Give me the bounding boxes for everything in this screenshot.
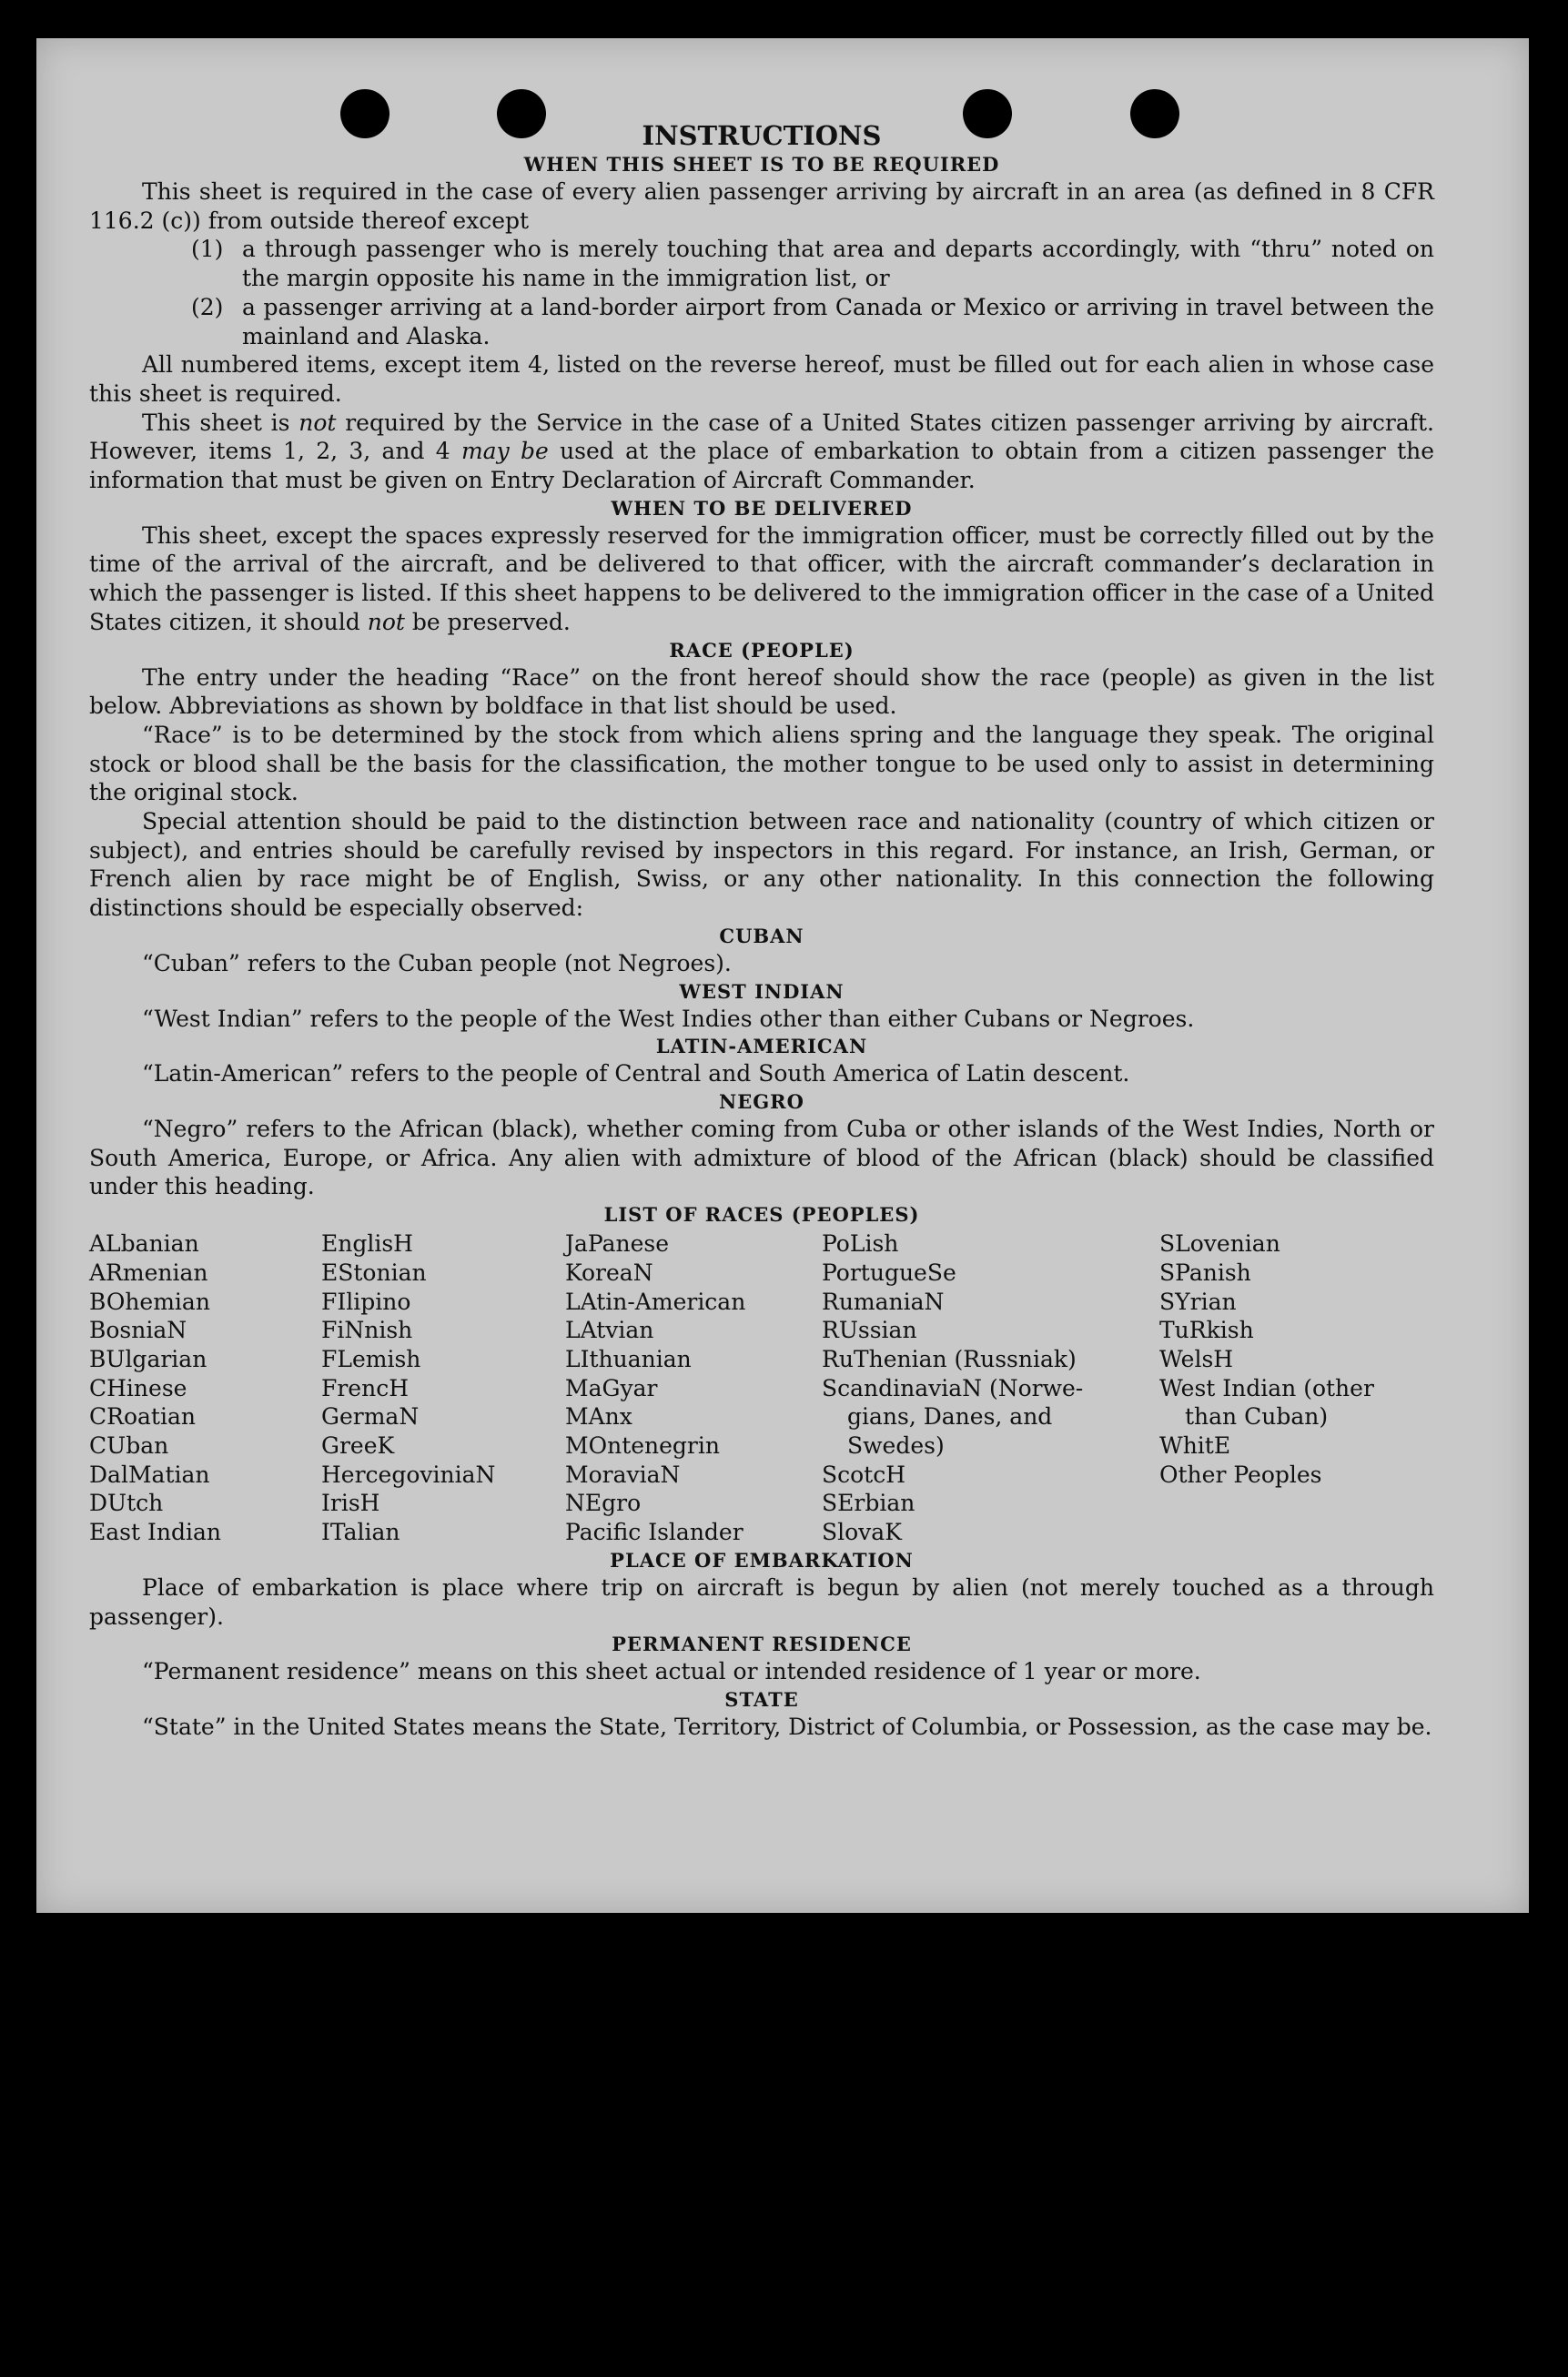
race-entry: PoLish	[822, 1230, 899, 1258]
heading-race: RACE (PEOPLE)	[669, 638, 855, 662]
race-entry: WhitE	[1159, 1432, 1231, 1460]
exception-item-1	[191, 235, 1434, 292]
required-paragraph-3: This sheet is not required by the Service in the case of a United States citizen passenger arriving by aircraft. However, items 1, 2, 3, and 4 may be used at the place of embarkation to obtain from a citizen passenger the information that must be given on Entry Declaration of Aircraft Commander.	[89, 409, 1435, 494]
race-entry: BOhemian	[89, 1288, 210, 1315]
race-entry: ARmenian	[89, 1259, 208, 1286]
race-entry: RUssian	[822, 1317, 917, 1344]
heading-cuban: CUBAN	[719, 924, 804, 947]
race-entry: BosniaN	[89, 1317, 187, 1344]
exception-number: (2)	[191, 293, 224, 320]
race-entry: EnglisH	[321, 1230, 413, 1258]
race-entry: CHinese	[89, 1374, 187, 1401]
race-entry: FrencH	[321, 1374, 409, 1401]
required-paragraph-1: This sheet is required in the case of every alien passenger arriving by aircraft in an area (as defined in 8 CFR 116.2 (c)) from outside thereof except	[89, 178, 1434, 234]
races-column-3	[565, 1229, 822, 1547]
race-entry: JaPanese	[565, 1230, 670, 1258]
race-entry: WelsH	[1159, 1345, 1234, 1372]
race-entry: RumaniaN	[822, 1288, 945, 1315]
race-entry: gians, Danes, and	[847, 1403, 1053, 1431]
race-entry: CUban	[89, 1432, 169, 1460]
page-title: INSTRUCTIONS	[642, 120, 882, 151]
delivered-paragraph: This sheet, except the spaces expressly reserved for the immigration officer, must be correctly filled out by the time of the arrival of the aircraft, and be delivered to that officer, with the aircraft commander’s declaration in which the passenger is listed. If this sheet happens to be delivered to the immigration officer in the case of a United States citizen, it should not be preserved.	[89, 521, 1434, 635]
race-entry: Pacific Islander	[565, 1519, 744, 1546]
required-paragraph-2: All numbered items, except item 4, listed on the reverse hereof, must be filled out for each alien in whose case this sheet is required.	[89, 351, 1434, 407]
race-entry: MOntenegrin	[565, 1432, 720, 1460]
race-entry: LIthuanian	[565, 1345, 692, 1372]
race-entry: RuThenian (Russniak)	[822, 1345, 1077, 1372]
race-paragraph-2: “Race” is to be determined by the stock from which aliens spring and the language they speak. The original stock or blood shall be the basis for the classification, the mother tongue to be used only to assist in determining the original stock.	[89, 721, 1434, 806]
race-entry: Other Peoples	[1159, 1461, 1322, 1488]
heading-permanent-residence: PERMANENT RESIDENCE	[612, 1633, 912, 1656]
race-entry: CRoatian	[89, 1403, 196, 1431]
race-entry: West Indian (other	[1159, 1374, 1374, 1401]
exception-number: (1)	[191, 236, 224, 263]
race-entry: SYrian	[1159, 1288, 1237, 1315]
race-entry: BUlgarian	[89, 1345, 207, 1372]
residence-text: “Permanent residence” means on this sheet actual or intended residence of 1 year or more.	[142, 1658, 1201, 1685]
heading-when-required: WHEN THIS SHEET IS TO BE REQUIRED	[523, 153, 1000, 176]
heading-west-indian: WEST INDIAN	[679, 979, 845, 1003]
race-entry: FIlipino	[321, 1288, 411, 1315]
race-entry: SErbian	[822, 1490, 916, 1517]
race-entry: MaGyar	[565, 1374, 658, 1401]
race-entry: MAnx	[565, 1403, 632, 1431]
heading-list-of-races: LIST OF RACES (PEOPLES)	[603, 1203, 920, 1227]
exception-text: a through passenger who is merely touching that area and departs accordingly, with “thru” noted on the margin opposite his name in the immigration list, or	[242, 236, 1434, 292]
embarkation-text: Place of embarkation is place where trip on aircraft is begun by alien (not merely touched as a through passenger).	[89, 1573, 1434, 1630]
race-entry: DalMatian	[89, 1461, 210, 1488]
race-paragraph-1: The entry under the heading “Race” on the front hereof should show the race (people) as given in the list below. Abbreviations as shown by boldface in that list should be used.	[89, 663, 1434, 720]
latin-american-text: “Latin-American” refers to the people of Central and South America of Latin descent.	[142, 1060, 1130, 1087]
race-entry: ScandinaviaN (Norwe-	[822, 1374, 1084, 1401]
race-entry: than Cuban)	[1185, 1403, 1329, 1431]
heading-place-of-embarkation: PLACE OF EMBARKATION	[610, 1548, 914, 1572]
races-list	[89, 1229, 1434, 1547]
race-entry: EStonian	[321, 1259, 427, 1286]
state-text: “State” in the United States means the State, Territory, District of Columbia, or Possession, as the case may be.	[142, 1713, 1432, 1740]
race-entry: GermaN	[321, 1403, 420, 1431]
race-entry: LAtvian	[565, 1317, 654, 1344]
west-indian-text: “West Indian” refers to the people of the West Indies other than either Cubans or Negroes.	[142, 1005, 1195, 1032]
negro-text: “Negro” refers to the African (black), whether coming from Cuba or other islands of the West Indies, North or South America, Europe, or Africa. Any alien with admixture of blood of the African (black) should be classified under this heading.	[89, 1115, 1434, 1200]
instructions-content	[89, 75, 1434, 1742]
race-entry: SPanish	[1159, 1259, 1251, 1286]
race-entry: FiNnish	[321, 1317, 413, 1344]
race-entry: GreeK	[321, 1432, 395, 1460]
race-entry: PortugueSe	[822, 1259, 956, 1286]
race-entry: NEgro	[565, 1490, 642, 1517]
races-column-5	[1159, 1229, 1434, 1547]
race-entry: TuRkish	[1159, 1317, 1254, 1344]
exception-item-2	[191, 293, 1434, 350]
race-entry: SLovenian	[1159, 1230, 1280, 1258]
race-entry: LAtin-American	[565, 1288, 746, 1315]
race-entry: KoreaN	[565, 1259, 653, 1286]
race-entry: HercegoviniaN	[321, 1461, 496, 1488]
race-entry: IrisH	[321, 1490, 380, 1517]
race-entry: ALbanian	[89, 1230, 199, 1258]
races-column-2	[321, 1229, 565, 1547]
exception-text: a passenger arriving at a land-border airport from Canada or Mexico or arriving in travel between the mainland and Alaska.	[242, 293, 1434, 349]
race-entry: FLemish	[321, 1345, 421, 1372]
races-column-4	[822, 1229, 1159, 1547]
race-entry: Swedes)	[847, 1432, 945, 1460]
race-entry: MoraviaN	[565, 1461, 681, 1488]
heading-when-delivered: WHEN TO BE DELIVERED	[611, 496, 913, 520]
race-entry: DUtch	[89, 1490, 164, 1517]
cuban-text: “Cuban” refers to the Cuban people (not Negroes).	[142, 949, 732, 976]
race-entry: ITalian	[321, 1519, 400, 1546]
races-column-1	[89, 1229, 321, 1547]
heading-latin-american: LATIN-AMERICAN	[655, 1035, 868, 1058]
heading-negro: NEGRO	[719, 1089, 804, 1113]
race-entry: SlovaK	[822, 1519, 902, 1546]
heading-state: STATE	[724, 1687, 799, 1711]
race-entry: ScotcH	[822, 1461, 906, 1488]
race-entry: East Indian	[89, 1519, 221, 1546]
race-paragraph-3: Special attention should be paid to the distinction between race and nationality (country of which citizen or subject), and entries should be carefully revised by inspectors in this regard. For instance, an Irish, German, or French alien by race might be of English, Swiss, or any other nationality. In this connection the following distinctions should be especially observed:	[89, 808, 1434, 922]
